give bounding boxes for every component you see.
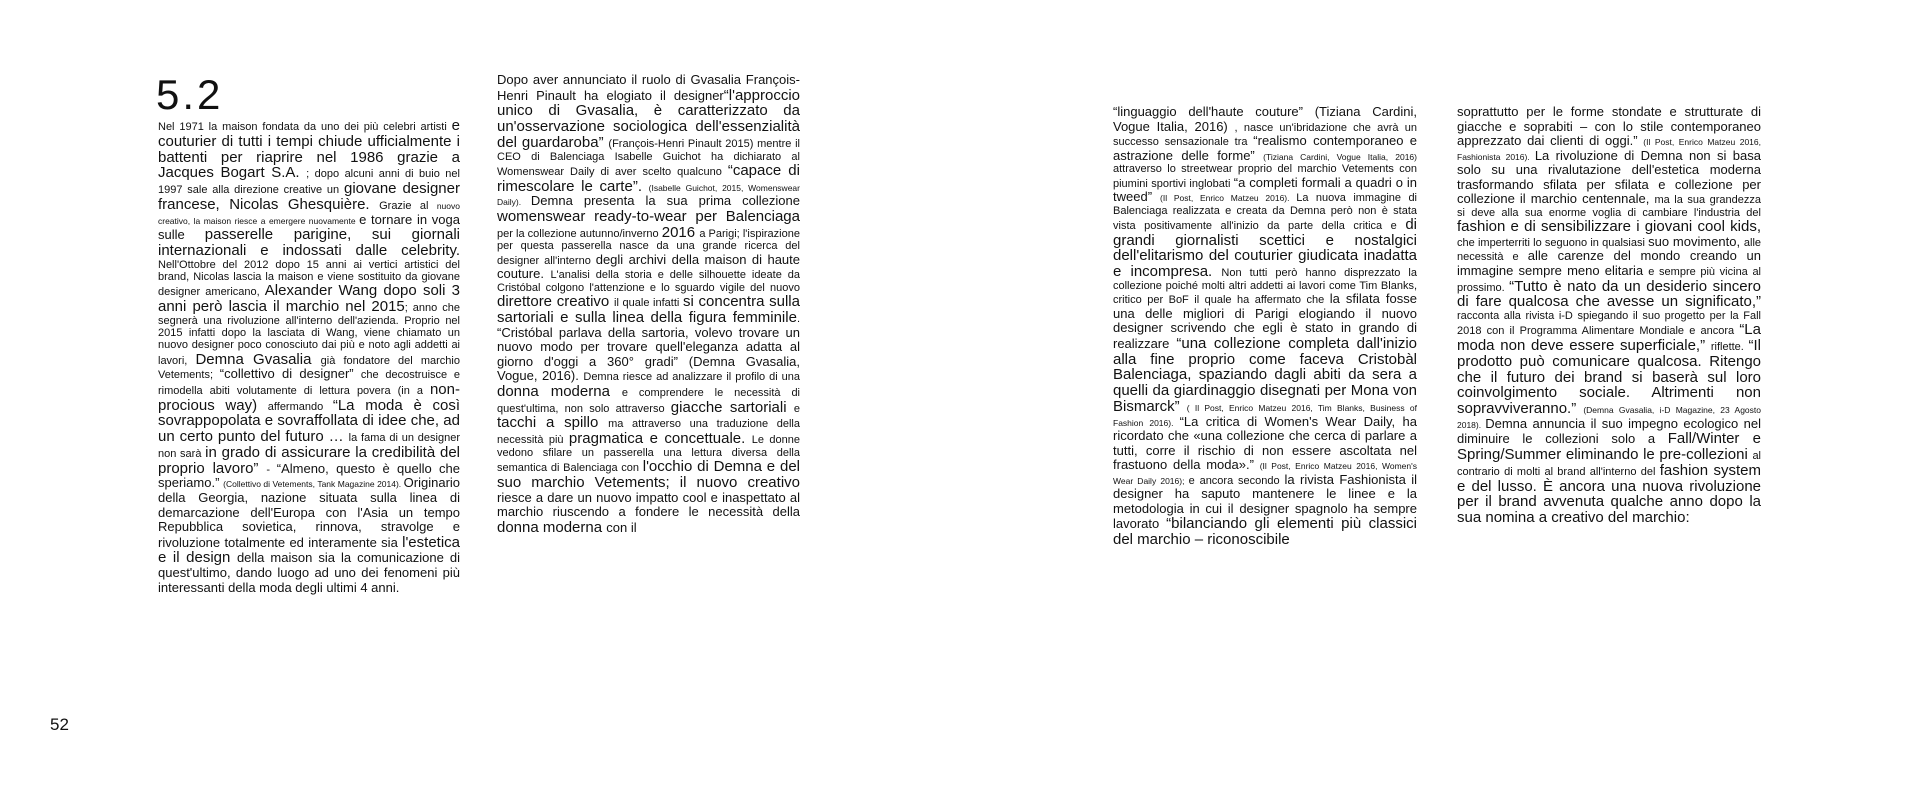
text-run: tacchi a spillo	[497, 414, 609, 432]
text-run: “l'approccio unico di Gvasalia, è caratterizzato da un'osservazione sociologica dell'essenzialità del guardaroba”	[497, 86, 800, 151]
text-run: ; anno che segnerà una rivoluzione all'interno dell'azienda. Proprio nel 2015 infatti dopo la lasciata di Wang, viene chiamato un nuovo designer poco conosciuto dai più e noto agli addetti ai lavori,	[158, 301, 460, 367]
text-run: (Collettivo di Vetements, Tank Magazine 2014).	[223, 479, 404, 490]
text-run: già fondatore del marchio Vetements;	[158, 354, 460, 382]
text-run: donna moderna	[497, 518, 607, 536]
text-run: Alexander Wang dopo soli 3 anni però lascia il marchio nel 2015	[158, 282, 460, 315]
text-run: che imperterriti lo seguono in qualsiasi	[1457, 236, 1649, 249]
text-run: fashion system e del lusso. È ancora una nuova rivoluzione per il brand avvenuta qualche anno dopo la sua nomina a creativo del marchio:	[1457, 461, 1761, 527]
section-number: 5.2	[156, 71, 224, 118]
text-column-2	[497, 73, 800, 535]
text-run: e comprendere le necessità di quest'ultima, non solo attraverso	[497, 386, 801, 415]
text-run: Le donne vedono sfilare un passerella una lettura diversa della semantica di Balenciaga con	[497, 434, 800, 475]
text-run: riflette.	[1710, 341, 1749, 354]
text-run: Grazie al	[379, 199, 437, 212]
text-run: e tornare in voga sulle	[158, 211, 460, 243]
text-run: affermando	[267, 400, 333, 413]
text-run: la fama di un designer non sarà	[158, 432, 460, 460]
page-number: 52	[50, 715, 69, 734]
text-run: ( Il Post, Enrico Matzeu 2016, Tim Blanks, Business of Fashion 2016).	[1113, 402, 1417, 428]
text-run: donna moderna	[497, 382, 622, 400]
text-run: non- procious way)	[158, 380, 460, 414]
text-run: “capace di rimescolare le carte”.	[497, 161, 800, 195]
text-run: alle necessità e	[1457, 236, 1762, 264]
text-run: e couturier di tutti i tempi chiude ufficialmente i battenti per riaprire nel 1986 grazie a Jacques Bogart S.A.	[158, 117, 460, 182]
text-run: Nell'Ottobre del 2012 dopo 15 anni ai vertici artistici del brand, Nicolas lascia la maison e viene sostituito da giovane designer americano,	[158, 258, 460, 299]
text-run: (Il Post, Enrico Matzeu 2016, Women's Wear Daily 2016);	[1113, 461, 1417, 486]
text-run: “Il prodotto può comunicare qualcosa. Ritengo che il futuro dei brand si baserà sul loro coinvolgimento sociale. Altrimenti non sopravviveranno.”	[1457, 337, 1761, 418]
text-run: “linguaggio dell'haute couture” (Tiziana Cardini, Vogue Italia, 2016)	[1113, 104, 1417, 134]
text-run: “collettivo di designer”	[219, 366, 361, 382]
text-run: “Almeno, questo è quello che speriamo.”	[158, 460, 460, 491]
text-run: Originario della Georgia, nazione situata sulla linea di demarcazione dell'Europa con l'Asia un tempo Repubblica sovietica, rinnova, stravolge e rivoluzione totalmente ed interamente sia	[158, 475, 461, 550]
text-run: a Parigi; l'ispirazione per questa passerella nasce da una grande ricerca del designer all'interno	[497, 227, 800, 267]
text-run: (Tiziana Cardini, Vogue Italia, 2016)	[1263, 151, 1417, 162]
text-run: nuovo creativo, la maison riesce a emergere nuovamente	[158, 200, 460, 226]
paragraph	[497, 73, 800, 535]
text-run: l'estetica e il design	[158, 533, 460, 567]
paragraph	[1113, 105, 1417, 548]
text-run: “una collezione completa dall'inizio alla fine proprio come faceva Cristobàl Balenciaga, spaziando dagli abiti da sera a quelli da giardinaggio disegnati per Mona von Bismarck”	[1113, 334, 1418, 415]
text-run: la rivista Fashionista il designer ha saputo mantenere le linee e la metodologia in cui il designer spagnolo ha sempre lavorato	[1113, 471, 1418, 532]
text-run: (Isabelle Guichot, 2015, Womenswear Daily).	[497, 182, 800, 208]
text-run: il quale infatti	[614, 297, 683, 310]
text-run: ma attraverso una traduzione della necessità più	[497, 418, 800, 447]
text-run: degli archivi della maison di haute couture.	[497, 251, 800, 282]
text-run: Fall/Winter e Spring/Summer eliminando le pre-collezioni	[1457, 430, 1761, 464]
text-run: suo movimento,	[1648, 233, 1744, 249]
text-run: La rivoluzione di Demna non si basa solo su una rivalutazione dell'estetica moderna trasformando sfilata per sfilata e collezione per collezione il marchio centennale,	[1457, 147, 1761, 207]
text-run: racconta alla rivista i-D spiegando il suo progetto per la Fall 2018 con il Programma Alimentare Mondiale e ancora	[1457, 310, 1761, 338]
text-run: (Il Post, Enrico Matzeu 2016, Fashionista 2016).	[1457, 137, 1761, 162]
text-run: passerelle parigine, sui giornali internazionali e indossati dalle celebrity.	[158, 226, 460, 259]
text-run: al contrario di molti al brand all'interno del	[1457, 450, 1761, 478]
text-run: soprattutto per le forme stondate e strutturate di giacche e soprabiti – con lo stile contemporaneo apprezzato dai clienti di oggi.”	[1457, 104, 1761, 149]
text-run: ma la sua grandezza si deve alla sua enorme voglia di cambiare l'industria del	[1457, 194, 1761, 219]
text-run: e	[793, 402, 800, 415]
text-run: L'analisi della storia e delle silhouette ideate da Cristóbal colgono l'attenzione e lo sguardo vigile del nuovo	[497, 269, 800, 294]
text-column-4	[1457, 105, 1761, 526]
text-run: per la collezione autunno/inverno	[497, 227, 662, 240]
text-run: Demna presenta la sua prima collezione	[530, 193, 800, 209]
text-run: Nel 1971 la maison fondata da uno dei più celebri artisti	[158, 121, 452, 133]
text-run: di grandi giornalisti scettici e nostalgici dell'elitarismo del couturier giudicata inadatta e incompresa.	[1113, 215, 1417, 281]
text-run: direttore creativo	[497, 293, 615, 311]
text-run: La nuova immagine di Balenciaga realizzata e creata da Demna però non è stata vista positivamente all'inizio da parte della critica e	[1113, 192, 1418, 232]
text-run: che decostruisce e rimodella abiti volutamente di lettura povera (in a	[158, 369, 460, 397]
paragraph	[158, 118, 460, 595]
text-run: giacche sartoriali	[670, 398, 794, 416]
text-run: “La moda è così sovrappopolata e sovraffollata di idee che, ad un certo punto del futuro …	[158, 396, 460, 446]
paragraph	[1457, 105, 1761, 526]
text-run: Demna riesce ad analizzare il profilo di una	[583, 371, 800, 384]
text-run: (François-Henri Pinault 2015) mentre il CEO di Balenciaga Isabelle Guichot ha dichiarato al Womenswear Daily di aver scelto qualcuno	[497, 137, 800, 178]
text-run: -	[266, 463, 277, 476]
text-run: in grado di assicurare la credibilità del proprio lavoro”	[158, 443, 460, 477]
text-column-3	[1113, 105, 1417, 548]
text-run: pragmatica e concettuale.	[568, 430, 752, 448]
text-run: “bilanciando gli elementi più classici del marchio – riconoscibile	[1113, 515, 1417, 549]
text-run: e ancora secondo	[1188, 474, 1285, 487]
text-run: l'occhio di Demna e del suo marchio Vetements; il nuovo creativo	[497, 458, 800, 491]
text-run: attraverso lo streetwear proprio del marchio Vetements con piumini sportivi inglobati	[1113, 163, 1417, 190]
text-run: 2016	[661, 223, 700, 241]
text-run: alle carenze del mondo creando un immagine sempre meno elitaria	[1457, 248, 1761, 278]
text-run: “a completi formali a quadri o in tweed”	[1113, 174, 1418, 205]
text-run: “La critica di Women's Wear Daily, ha ricordato che «una collezione che cerca di parlare a tutti, corre il rischio di non essere ascoltata nel frastuono della moda».”	[1113, 413, 1417, 473]
text-run: riesce a dare un nuovo impatto cool e inaspettato al marchio riuscendo a fondere le necessità della	[497, 489, 800, 520]
text-run: (Demna Gvasalia, i-D Magazine, 23 Agosto 2018).	[1457, 405, 1761, 430]
text-run: con il	[606, 519, 637, 535]
text-run: “Tutto è nato da un desiderio sincero di fare qualcosa che avesse un significato,”	[1457, 277, 1761, 311]
text-run: .	[796, 312, 800, 325]
text-run: “La moda non deve essere superficiale,”	[1457, 321, 1761, 355]
text-run: fashion e di sensibilizzare i giovani cool kids,	[1457, 218, 1761, 236]
text-run: Demna annuncia il suo impegno ecologico nel diminuire le collezioni solo a	[1457, 415, 1761, 447]
text-run: , nasce un'ibridazione che avrà un successo sensazionale tra	[1113, 121, 1417, 149]
text-run: “realismo contemporaneo e astrazione delle forme”	[1113, 133, 1417, 163]
text-run: Non tutti però hanno disprezzato la collezione poiché molti altri addetti ai lavori come Tim Blanks, critico per BoF il quale ha affermato che	[1113, 267, 1417, 307]
text-run: della maison sia la comunicazione di quest'ultimo, dando luogo ad uno dei fenomeni più interessanti della moda degli ultimi 4 anni.	[158, 550, 460, 595]
text-run: Demna Gvasalia	[195, 350, 321, 368]
text-run: “Cristóbal parlava della sartoria, volevo trovare un nuovo modo per trovare quell'eleganza adatta al giorno d'oggi a 360° gradi” (Demna Gvasalia, Vogue, 2016).	[497, 324, 800, 384]
text-run: e sempre più vicina al prossimo.	[1457, 265, 1762, 294]
text-run: womenswear ready-to-wear per Balenciaga	[497, 207, 800, 225]
text-run: Dopo aver annunciato il ruolo di Gvasalia François-Henri Pinault ha elogiato il designer	[497, 72, 800, 103]
text-run: giovane designer francese, Nicolas Ghesquière.	[158, 180, 460, 213]
text-run: (Il Post, Enrico Matzeu 2016).	[1160, 193, 1297, 204]
text-column-1	[158, 118, 460, 595]
text-run: la sfilata fosse una delle migliori di Parigi elogiando il nuovo designer scrivendo che egli è stato in grando di realizzare	[1113, 291, 1417, 351]
text-run: ; dopo alcuni anni di buio nel 1997 sale alla direzione creative un	[158, 168, 460, 196]
text-run: si concentra sulla sartoriali e sulla linea della figura femminile	[497, 293, 800, 326]
